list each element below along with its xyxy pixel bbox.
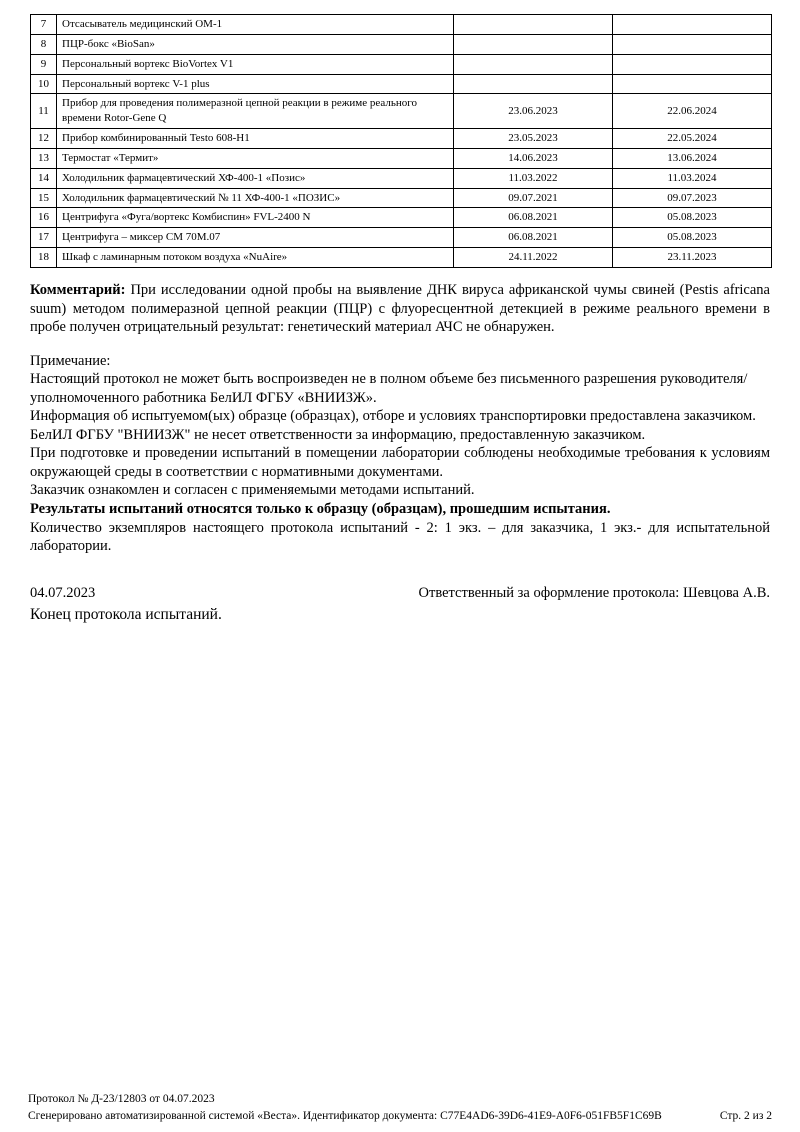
valid-until-date: 13.06.2024 <box>613 148 772 168</box>
row-number: 10 <box>31 74 57 94</box>
footer-page-number: Стр. 2 из 2 <box>719 1109 772 1122</box>
row-number: 14 <box>31 168 57 188</box>
equipment-name: Холодильник фармацевтический № 11 ХФ-400-1 «ПОЗИС» <box>57 188 454 208</box>
equipment-name: Отсасыватель медицинский ОМ-1 <box>57 15 454 35</box>
verification-date <box>454 34 613 54</box>
page-footer <box>28 1091 772 1126</box>
row-number: 17 <box>31 228 57 248</box>
valid-until-date: 22.06.2024 <box>613 94 772 129</box>
protocol-date: 04.07.2023 <box>30 584 96 601</box>
equipment-table <box>30 14 772 268</box>
table-row <box>31 168 772 188</box>
note-item: Информация об испытуемом(ых) образце (образцах), отборе и условиях транспортировки предоставлена заказчиком. <box>30 408 756 425</box>
valid-until-date <box>613 74 772 94</box>
table-row <box>31 54 772 74</box>
verification-date: 14.06.2023 <box>454 148 613 168</box>
valid-until-date <box>613 34 772 54</box>
end-of-protocol: Конец протокола испытаний. <box>30 606 222 624</box>
valid-until-date: 09.07.2023 <box>613 188 772 208</box>
row-number: 15 <box>31 188 57 208</box>
table-row <box>31 129 772 149</box>
note-item: Настоящий протокол не может быть воспроизведен не в полном объеме без письменного разрешения руководителя/уполномоченного работника БелИЛ ФГБУ «ВНИИЗЖ». <box>30 371 748 406</box>
table-row <box>31 74 772 94</box>
verification-date: 23.06.2023 <box>454 94 613 129</box>
valid-until-date <box>613 54 772 74</box>
notes-heading: Примечание: <box>30 352 111 369</box>
equipment-name: Центрифуга «Фуга/вортекс Комбиспин» FVL-2400 N <box>57 208 454 228</box>
responsible-person: Ответственный за оформление протокола: Шевцова А.В. <box>418 584 770 601</box>
valid-until-date: 22.05.2024 <box>613 129 772 149</box>
verification-date <box>454 54 613 74</box>
verification-date <box>454 74 613 94</box>
footer-generated-text: Сгенерировано автоматизированной системой «Веста». Идентификатор документа: C77E4AD6-39D6-41E9-A0F6-051FB5F1C69B <box>28 1109 662 1122</box>
note-item: Количество экземпляров настоящего протокола испытаний - 2: 1 экз. – для заказчика, 1 экз.- для испытательной лаборатории. <box>30 519 770 555</box>
note-item-results: Результаты испытаний относятся только к образцу (образцам), прошедшим испытания. <box>30 500 611 517</box>
table-row <box>31 15 772 35</box>
comment-text: При исследовании одной пробы на выявление ДНК вируса африканской чумы свиней (Pestis africana suum) методом полимеразной цепной реакции (ПЦР) с флуоресцентной детекцией в режиме реального времени в пробе получен отрицательный результат: генетический материал АЧС не обнаружен. <box>30 281 770 336</box>
comment-label: Комментарий: <box>30 281 126 298</box>
row-number: 18 <box>31 248 57 268</box>
footer-protocol-number: Протокол № Д-23/12803 от 04.07.2023 <box>28 1092 215 1105</box>
note-item: Заказчик ознакомлен и согласен с применяемыми методами испытаний. <box>30 482 475 499</box>
equipment-name: Прибор для проведения полимеразной цепной реакции в режиме реального времени Rotor-Gene Q <box>57 94 454 129</box>
verification-date: 09.07.2021 <box>454 188 613 208</box>
verification-date: 23.05.2023 <box>454 129 613 149</box>
equipment-name: Прибор комбинированный Testo 608-H1 <box>57 129 454 149</box>
valid-until-date: 11.03.2024 <box>613 168 772 188</box>
table-row <box>31 228 772 248</box>
verification-date: 06.08.2021 <box>454 228 613 248</box>
table-row <box>31 188 772 208</box>
note-item: БелИЛ ФГБУ "ВНИИЗЖ" не несет ответственности за информацию, предоставленную заказчиком. <box>30 426 646 443</box>
table-row <box>31 94 772 129</box>
notes-section <box>30 352 770 556</box>
equipment-name: Холодильник фармацевтический ХФ-400-1 «Позис» <box>57 168 454 188</box>
row-number: 11 <box>31 94 57 129</box>
table-row <box>31 208 772 228</box>
equipment-name: ПЦР-бокс «BioSan» <box>57 34 454 54</box>
verification-date <box>454 15 613 35</box>
comment-paragraph <box>30 281 770 337</box>
equipment-name: Персональный вортекс V-1 plus <box>57 74 454 94</box>
table-row <box>31 34 772 54</box>
row-number: 9 <box>31 54 57 74</box>
verification-date: 11.03.2022 <box>454 168 613 188</box>
valid-until-date: 05.08.2023 <box>613 228 772 248</box>
equipment-name: Термостат «Термит» <box>57 148 454 168</box>
row-number: 16 <box>31 208 57 228</box>
equipment-name: Шкаф с ламинарным потоком воздуха «NuAire» <box>57 248 454 268</box>
signature-row <box>30 584 770 603</box>
table-row <box>31 148 772 168</box>
valid-until-date: 23.11.2023 <box>613 248 772 268</box>
table-row <box>31 248 772 268</box>
equipment-name: Центрифуга – миксер СМ 70М.07 <box>57 228 454 248</box>
note-item: При подготовке и проведении испытаний в помещении лаборатории соблюдены необходимые требования к условиям окружающей среды в соответствии с нормативными документами. <box>30 445 770 480</box>
row-number: 8 <box>31 34 57 54</box>
footer-generated-line <box>28 1108 772 1125</box>
equipment-name: Персональный вортекс BioVortex V1 <box>57 54 454 74</box>
valid-until-date <box>613 15 772 35</box>
row-number: 12 <box>31 129 57 149</box>
row-number: 7 <box>31 15 57 35</box>
row-number: 13 <box>31 148 57 168</box>
valid-until-date: 05.08.2023 <box>613 208 772 228</box>
verification-date: 06.08.2021 <box>454 208 613 228</box>
verification-date: 24.11.2022 <box>454 248 613 268</box>
